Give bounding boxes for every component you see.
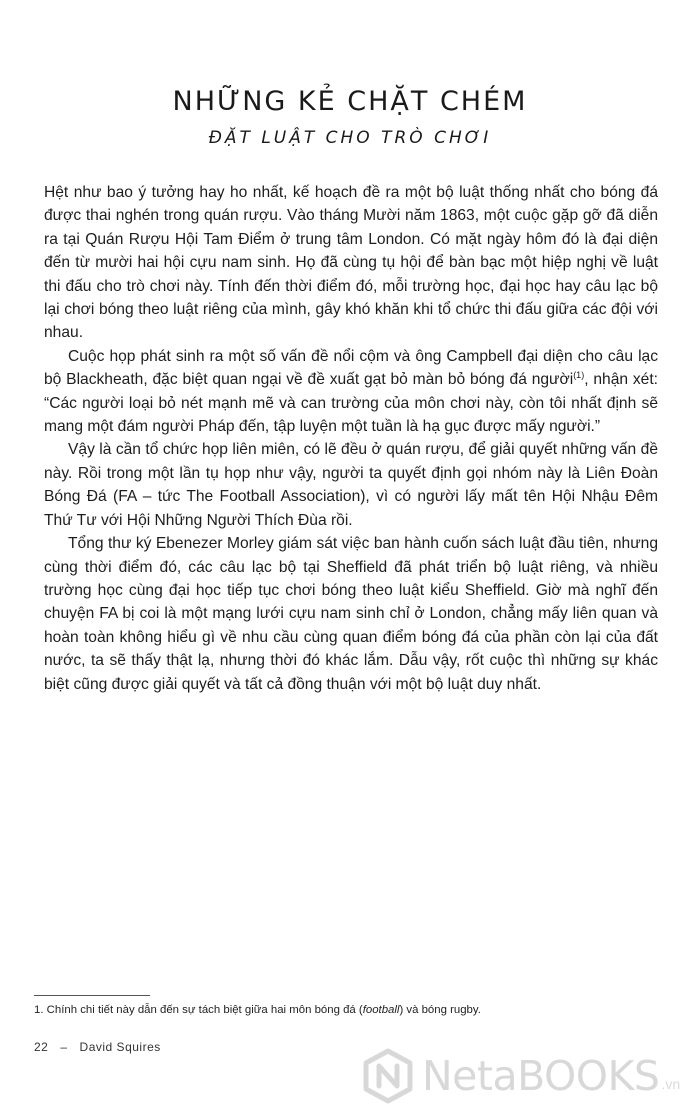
footnote-text-end: ) và bóng rugby. [399, 1004, 481, 1016]
footnote-divider [34, 995, 150, 996]
paragraph-4: Tổng thư ký Ebenezer Morley giám sát việc ban hành cuốn sách luật đầu tiên, nhưng cùng thời điểm đó, các câu lạc bộ tại Sheffield đã phát triển bộ luật riêng, và nhiều trường học cùng đại học tiếp tục chơi bóng theo luật kiểu Sheffield. Giờ mà nghĩ đến chuyện FA bị coi là một mạng lưới cựu nam sinh chỉ ở London, chẳng mấy liên quan và hoàn toàn không hiểu gì về nhu cầu cùng quan điểm bóng đá của phần còn lại của đất nước, ta sẽ thấy thật lạ, nhưng thời đó khác lắm. Dẫu vậy, rốt cuộc thì những sự khác biệt cũng được giải quyết và tất cả đồng thuận với một bộ luật duy nhất. [44, 535, 658, 693]
watermark-brand: NetaBOOKS [422, 1052, 660, 1100]
chapter-title: NHỮNG KẺ CHẶT CHÉM [172, 86, 528, 117]
watermark-suffix: .vn [661, 1076, 681, 1092]
footnote-ref[interactable]: (1) [573, 370, 585, 381]
page-footer [34, 1040, 161, 1054]
netabooks-logo-icon [362, 1048, 414, 1104]
paragraph-1: Hệt như bao ý tưởng hay ho nhất, kế hoạch đề ra một bộ luật thống nhất cho bóng đá được thai nghén trong quán rượu. Vào tháng Mười năm 1863, một cuộc gặp gỡ đã diễn ra tại Quán Rượu Hội Tam Điểm ở trung tâm London. Có mặt ngày hôm đó là đại diện đến từ mười hai hội cựu nam sinh. Họ đã cùng tụ hội để bàn bạc một hiệp nghị về luật thi đấu cho trò chơi này. Tính đến thời điểm đó, mỗi trường học, đại học hay câu lạc bộ lại chơi bóng theo luật riêng của mình, gây khó khăn khi tổ chức thi đấu giữa các đội với nhau. [44, 184, 658, 342]
chapter-subtitle: ĐẶT LUẬT CHO TRÒ CHƠI [208, 128, 492, 148]
body-text [44, 181, 658, 696]
watermark [362, 1046, 692, 1106]
paragraph-2 [44, 345, 658, 439]
author-name: David Squires [79, 1040, 161, 1054]
page-number: 22 [34, 1040, 49, 1054]
paragraph-3: Vậy là cần tổ chức họp liên miên, có lẽ đều ở quán rượu, để giải quyết những vấn đề này. Rồi trong một lần tụ họp như vậy, người ta quyết định gọi nhóm này là Liên Đoàn Bóng Đá (FA – tức The Football Association), vì có người lấy mất tên Hội Nhậu Đêm Thứ Tư với Hội Những Người Thích Đùa rồi. [44, 441, 658, 529]
footer-dash: – [60, 1040, 68, 1054]
paragraph-2-text-end: , nhận xét: “Các người loại bỏ nét mạnh mẽ và can trường của môn chơi này, còn tôi nhất định sẽ mang một đám người Pháp đến, tập luyện một tuần là hạ gục được mấy người.” [44, 371, 658, 436]
footnote-italic: football [362, 1004, 400, 1016]
paragraph-2-text-start: Cuộc họp phát sinh ra một số vấn đề nổi cộm và ông Campbell đại diện cho câu lạc bộ Blackheath, đặc biệt quan ngại về đề xuất gạt bỏ màn bỏ bóng đá người [44, 347, 658, 389]
footnote-text-start: 1. Chính chi tiết này dẫn đến sự tách biệt giữa hai môn bóng đá ( [34, 1004, 363, 1016]
footnote [34, 1004, 481, 1016]
